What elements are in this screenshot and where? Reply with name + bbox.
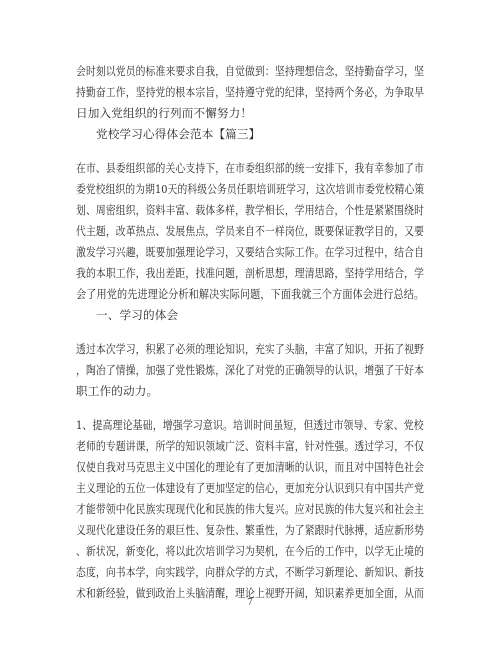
text-line: 我的本职工作，我出差距，找准问题，剖析思想，理清思路，坚持学用结合，学 — [76, 266, 425, 280]
text-line: ，陶冶了情操，加强了党性锻炼，深化了对党的正确领导的认识，增强了干好本 — [76, 363, 425, 377]
text-line: 委党校组织的为期10天的科级公务员任职培训班学习，这次培训市委党校精心策 — [76, 182, 425, 196]
text-line: 持勤奋工作，坚持党的根本宗旨，坚持遵守党的纪律，坚持两个务必，为争取早 — [76, 85, 425, 99]
text-line: 会了用党的先进理论分析和解决实际问题，下面我就三个方面体会进行总结。 — [76, 287, 425, 301]
page-number: 7 — [247, 598, 253, 608]
text-line: 划、周密组织，资料丰富、载体多样，教学相长，学用结合，个性是紧紧围绕时 — [76, 203, 425, 217]
text-line: 才能带领中化民族实现现代化和民族的伟大复兴。应对民族的伟大复兴和社会主 — [76, 502, 425, 516]
text-line: 术和新经验，做到政治上头脑清醒，理论上视野开阔，知识素养更加全面，从而 — [76, 586, 425, 600]
text-line: 态度，向书本学，向实践学，向群众学的方式，不断学习新理论、新知识、新技 — [76, 565, 425, 579]
text-line: 老师的专题讲课，所学的知识领域广泛、资料丰富，针对性强。透过学习，不仅 — [76, 439, 425, 453]
subheading: 一、学习的体会 — [96, 308, 179, 322]
text-line: 激发学习兴趣，既要加强理论学习，又要结合实际工作。在学习过程中，结合自 — [76, 245, 425, 259]
text-line: 在市、县委组织部的关心支持下，在市委组织部的统一安排下，我有幸参加了市 — [76, 161, 425, 175]
text-line: 义现代化建设任务的艰巨性、复杂性、繁重性，为了紧跟时代脉搏，适应新形势 — [76, 523, 425, 537]
text-line: 会时刻以党员的标准来要求自我，自觉做到：坚持理想信念，坚持勤奋学习，坚 — [76, 64, 425, 78]
text-line: 日加入党组织的行列而不懈努力！ — [76, 106, 253, 120]
text-line: 仅使自我对马克思主义中国化的理论有了更加清晰的认识，而且对中国特色社会 — [76, 460, 425, 474]
text-line: 、新状况，新变化，将以此次培训学习为契机，在今后的工作中，以学无止境的 — [76, 544, 425, 558]
section-title: 党校学习心得体会范本【篇三】 — [96, 127, 261, 141]
text-line: 1、提高理论基础，增强学习意识。培训时间虽短，但透过市领导、专家、党校 — [76, 418, 424, 432]
text-line: 代主题，改革热点、发展焦点，学员来自不一样岗位，既要保证教学目的，又要 — [76, 224, 425, 238]
text-line: 职工作的动力。 — [76, 384, 159, 398]
text-line: 主义理论的五位一体建设有了更加坚定的信心，更加充分认识到只有中国共产党 — [76, 481, 425, 495]
text-line: 透过本次学习，积累了必须的理论知识，充实了头脑，丰富了知识，开拓了视野 — [76, 342, 425, 356]
